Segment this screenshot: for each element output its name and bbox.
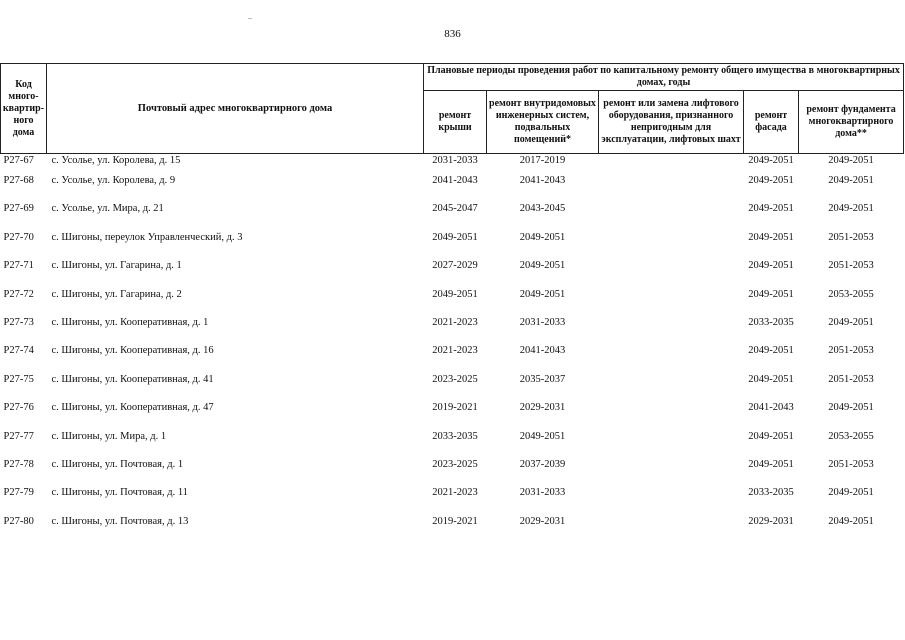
row-code: P27-73 [3, 316, 34, 328]
row-engineering: 2049-2051 [519, 430, 566, 442]
row-address: с. Шигоны, ул. Кооперативная, д. 41 [51, 373, 214, 385]
table-row [1, 401, 904, 429]
row-address: с. Шигоны, ул. Гагарина, д. 2 [51, 288, 182, 300]
row-foundation: 2051-2053 [828, 373, 874, 385]
row-roof: 2021-2023 [432, 487, 478, 499]
row-roof: 2049-2051 [432, 231, 478, 243]
row-address: с. Шигоны, ул. Мира, д. 1 [51, 430, 167, 442]
table-row [1, 154, 904, 175]
row-address: с. Шигоны, ул. Кооперативная, д. 1 [51, 316, 209, 328]
row-roof: 2041-2043 [432, 175, 478, 186]
row-roof: 2033-2035 [432, 430, 478, 442]
row-engineering: 2031-2033 [519, 316, 566, 328]
row-code: P27-72 [3, 288, 34, 300]
row-roof: 2019-2021 [432, 402, 478, 414]
row-facade: 2049-2051 [748, 203, 794, 215]
table-row [1, 344, 904, 372]
row-address: с. Шигоны, переулок Управленческий, д. 3 [51, 231, 243, 243]
row-engineering: 2049-2051 [519, 231, 566, 243]
row-elevator [599, 288, 744, 316]
row-code: P27-69 [3, 203, 34, 215]
row-engineering: 2035-2037 [519, 373, 566, 385]
row-facade: 2049-2051 [748, 345, 794, 357]
table-row [1, 515, 904, 543]
row-address: с. Шигоны, ул. Кооперативная, д. 16 [51, 345, 214, 357]
row-foundation: 2049-2051 [828, 316, 874, 328]
row-facade: 2049-2051 [748, 373, 794, 385]
row-code: P27-70 [3, 231, 34, 243]
row-foundation: 2053-2055 [828, 288, 874, 300]
row-engineering: 2043-2045 [519, 203, 566, 215]
row-facade: 2033-2035 [748, 316, 794, 328]
row-facade: 2049-2051 [748, 430, 794, 442]
row-roof: 2021-2023 [432, 316, 478, 328]
row-elevator [599, 174, 744, 202]
table-row [1, 174, 904, 202]
row-elevator [599, 373, 744, 401]
row-code: P27-71 [3, 260, 34, 272]
row-facade: 2033-2035 [748, 487, 794, 499]
row-code: P27-75 [3, 373, 34, 385]
header-facade: ремонт фасада [744, 91, 799, 154]
row-facade: 2041-2043 [748, 402, 794, 414]
row-elevator [599, 430, 744, 458]
row-roof: 2019-2021 [432, 515, 478, 527]
row-roof: 2023-2025 [432, 373, 478, 385]
row-engineering: 2049-2051 [519, 288, 566, 300]
row-elevator [599, 154, 744, 175]
row-code: P27-68 [3, 175, 34, 186]
row-elevator [599, 458, 744, 486]
header-elevator: ремонт или замена лифтового оборудования, признанного непригодным для эксплуатации, лифтовых шахт [599, 91, 744, 154]
table-row [1, 202, 904, 230]
row-elevator [599, 231, 744, 259]
row-foundation: 2051-2053 [828, 458, 874, 470]
row-engineering: 2041-2043 [519, 345, 566, 357]
header-periods: Плановые периоды проведения работ по капитальному ремонту общего имущества в многоквартирных домах, годы [424, 64, 904, 91]
row-elevator [599, 316, 744, 344]
row-engineering: 2041-2043 [519, 175, 566, 186]
row-engineering: 2029-2031 [519, 402, 566, 414]
row-foundation: 2049-2051 [828, 155, 874, 166]
scan-artifact-mark [248, 18, 252, 19]
row-address: с. Шигоны, ул. Почтовая, д. 13 [51, 515, 189, 527]
header-code: Код много-квартир-ного дома [1, 64, 47, 154]
row-code: P27-74 [3, 345, 34, 357]
row-elevator [599, 202, 744, 230]
row-roof: 2021-2023 [432, 345, 478, 357]
row-address: с. Шигоны, ул. Почтовая, д. 11 [51, 487, 188, 499]
table-row [1, 458, 904, 486]
row-foundation: 2051-2053 [828, 231, 874, 243]
header-foundation: ремонт фундамента многоквартирного дома** [799, 91, 904, 154]
row-elevator [599, 486, 744, 514]
header-roof: ремонт крыши [424, 91, 487, 154]
row-facade: 2049-2051 [748, 260, 794, 272]
row-facade: 2029-2031 [748, 515, 794, 527]
page-number: 836 [444, 28, 461, 40]
table-row [1, 430, 904, 458]
row-foundation: 2049-2051 [828, 515, 874, 527]
row-elevator [599, 401, 744, 429]
row-foundation: 2049-2051 [828, 175, 874, 186]
row-engineering: 2017-2019 [519, 155, 566, 166]
row-roof: 2023-2025 [432, 458, 478, 470]
table-row [1, 259, 904, 287]
row-code: P27-78 [3, 458, 34, 470]
row-facade: 2049-2051 [748, 155, 794, 166]
row-elevator [599, 515, 744, 543]
row-roof: 2031-2033 [432, 155, 478, 166]
row-engineering: 2037-2039 [519, 458, 566, 470]
table-row [1, 288, 904, 316]
row-facade: 2049-2051 [748, 458, 794, 470]
row-engineering: 2029-2031 [519, 515, 566, 527]
row-facade: 2049-2051 [748, 288, 794, 300]
row-foundation: 2051-2053 [828, 260, 874, 272]
row-facade: 2049-2051 [748, 231, 794, 243]
table-row [1, 486, 904, 514]
row-address: с. Усолье, ул. Королева, д. 15 [51, 155, 181, 166]
row-foundation: 2051-2053 [828, 345, 874, 357]
row-foundation: 2049-2051 [828, 402, 874, 414]
row-address: с. Усолье, ул. Королева, д. 9 [51, 175, 176, 186]
table-header [1, 64, 904, 154]
repair-schedule-table [0, 63, 904, 543]
row-foundation: 2053-2055 [828, 430, 874, 442]
row-foundation: 2049-2051 [828, 203, 874, 215]
row-roof: 2049-2051 [432, 288, 478, 300]
row-code: P27-76 [3, 402, 34, 414]
row-code: P27-67 [3, 155, 34, 166]
row-code: P27-77 [3, 430, 34, 442]
row-code: P27-79 [3, 487, 34, 499]
row-roof: 2045-2047 [432, 203, 478, 215]
table-row [1, 316, 904, 344]
row-roof: 2027-2029 [432, 260, 478, 272]
row-engineering: 2031-2033 [519, 487, 566, 499]
row-address: с. Усолье, ул. Мира, д. 21 [51, 203, 164, 215]
row-address: с. Шигоны, ул. Почтовая, д. 1 [51, 458, 184, 470]
row-foundation: 2049-2051 [828, 487, 874, 499]
row-facade: 2049-2051 [748, 175, 794, 186]
row-address: с. Шигоны, ул. Гагарина, д. 1 [51, 260, 182, 272]
header-engineering: ремонт внутридомовых инженерных систем, подвальных помещений* [487, 91, 599, 154]
row-code: P27-80 [3, 515, 34, 527]
row-engineering: 2049-2051 [519, 260, 566, 272]
table-body [1, 154, 904, 544]
header-address: Почтовый адрес многоквартирного дома [47, 64, 424, 154]
table-row [1, 231, 904, 259]
table-row [1, 373, 904, 401]
row-elevator [599, 344, 744, 372]
row-elevator [599, 259, 744, 287]
row-address: с. Шигоны, ул. Кооперативная, д. 47 [51, 402, 214, 414]
